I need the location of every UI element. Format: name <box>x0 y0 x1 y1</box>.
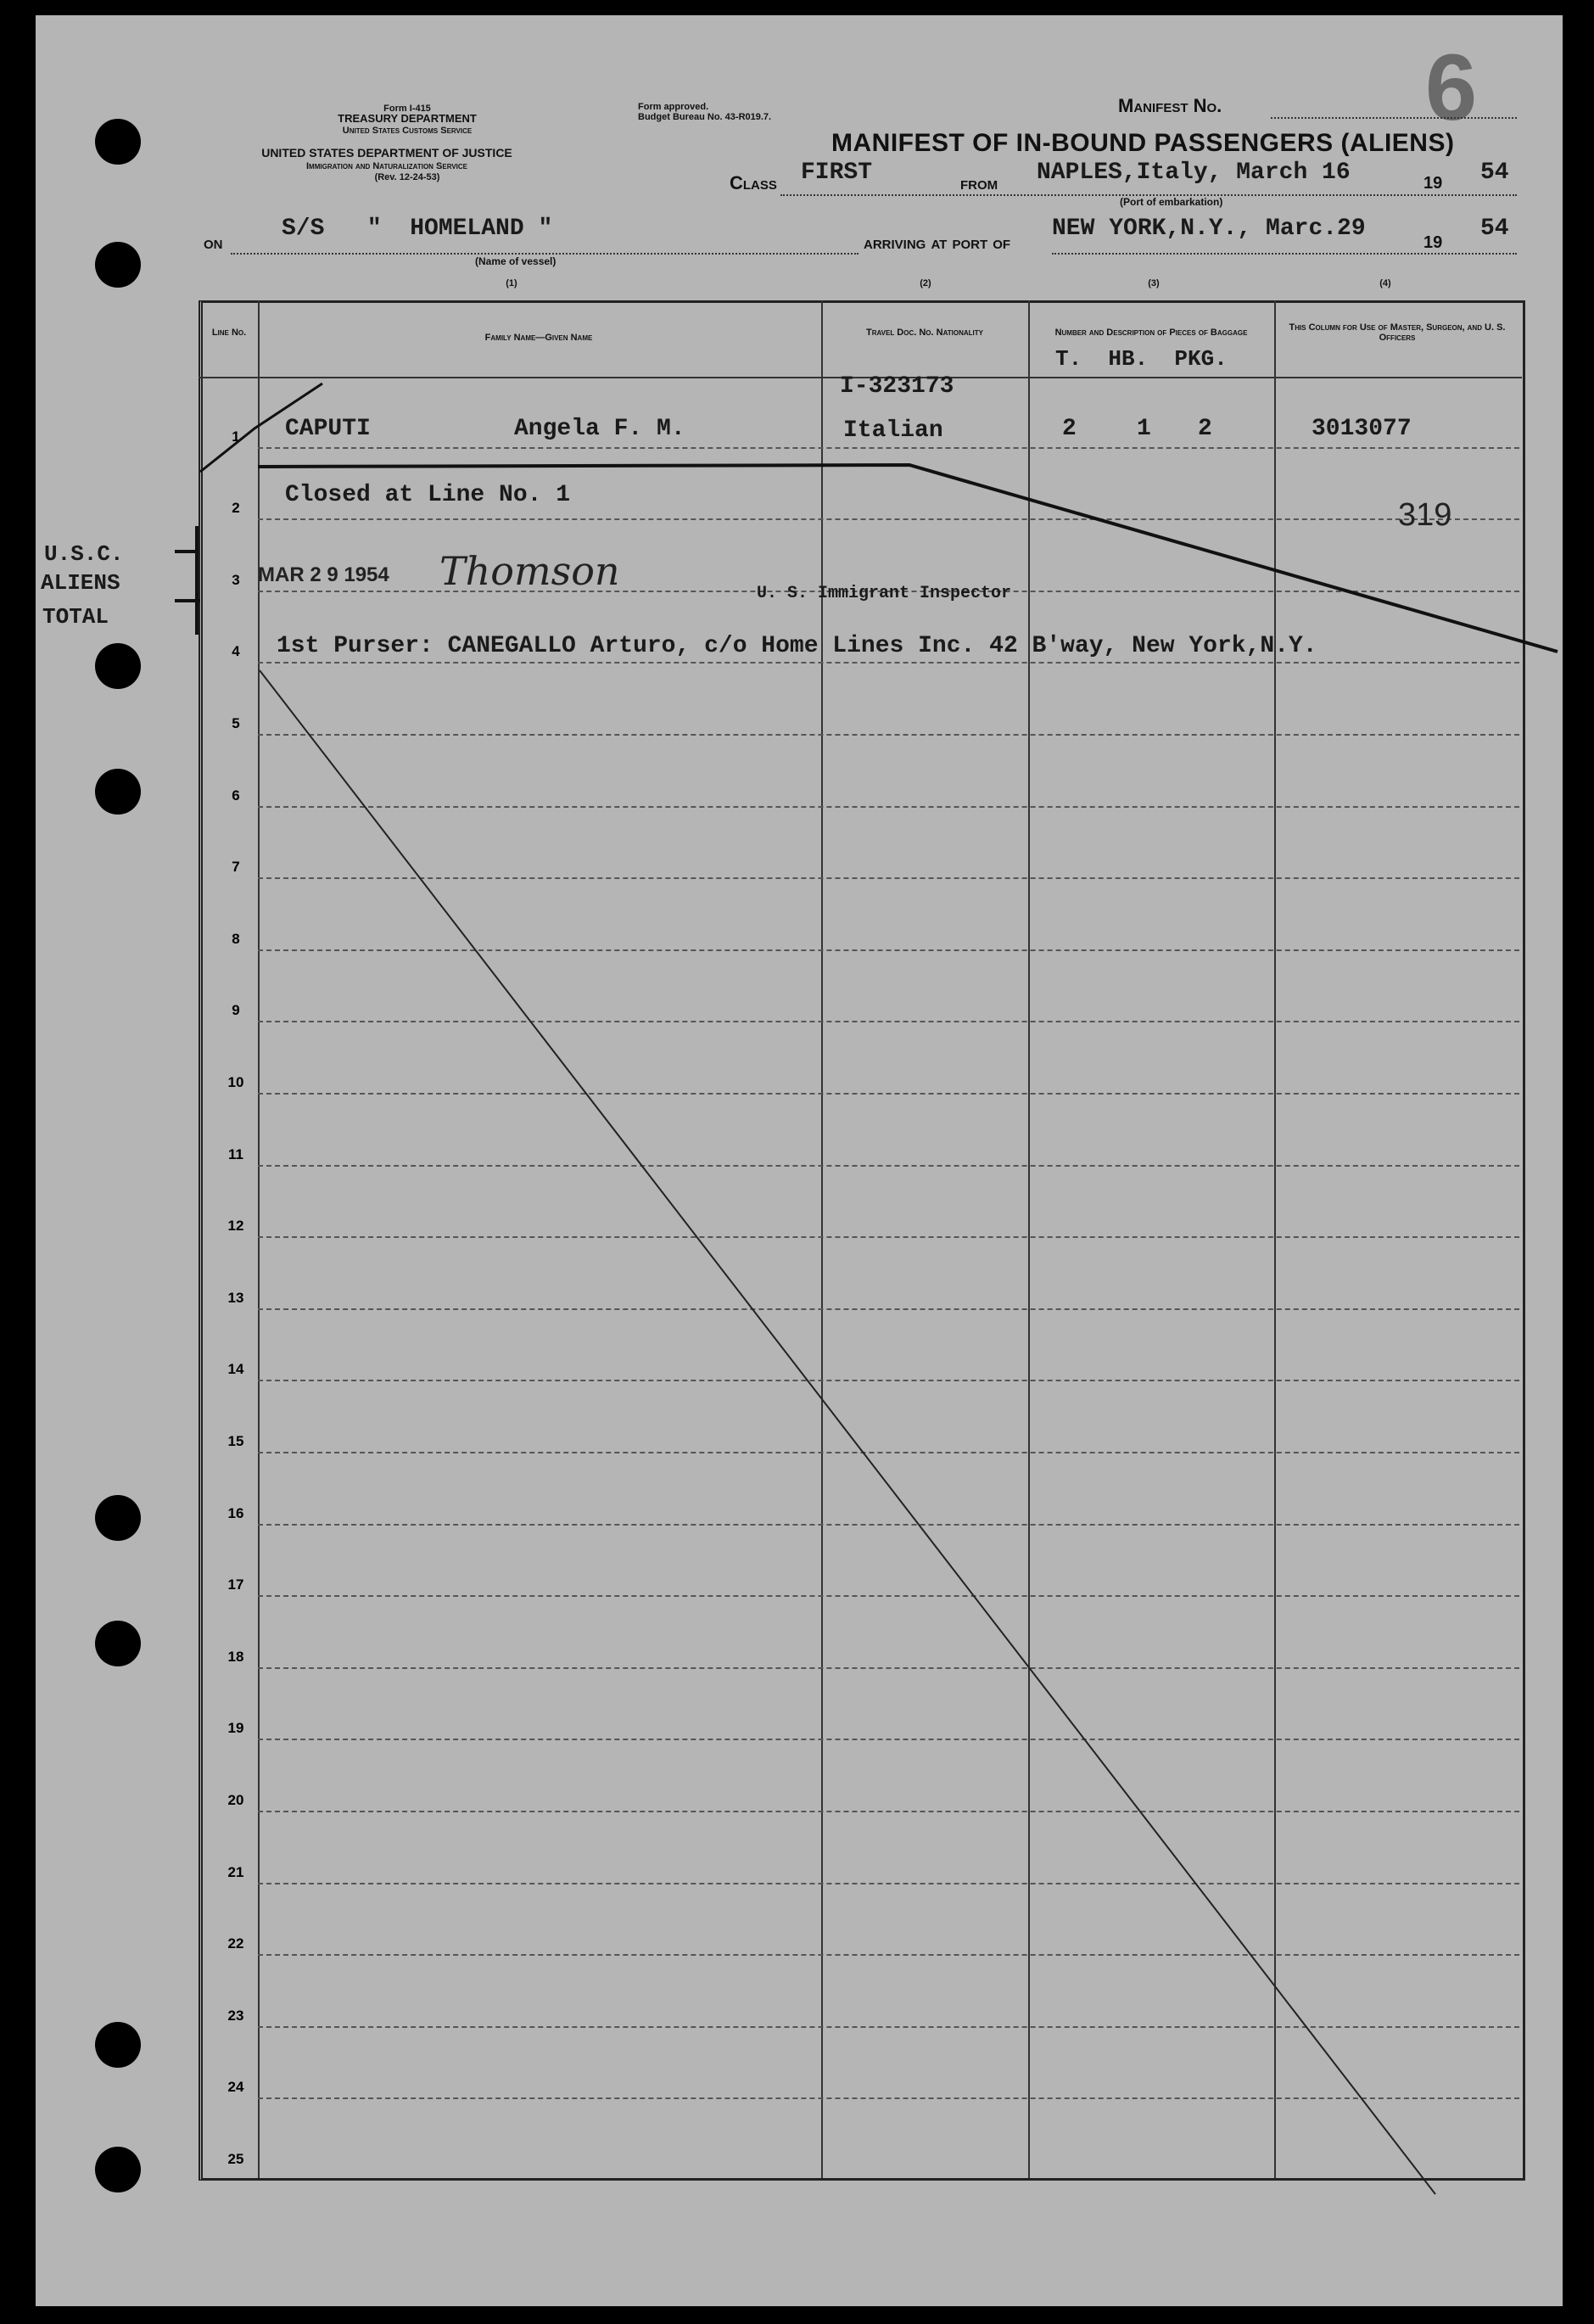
line-number: 2 <box>232 500 240 517</box>
row-rule <box>258 1595 1519 1597</box>
line-number: 16 <box>227 1504 244 1521</box>
col-number-2: (2) <box>920 278 931 288</box>
vessel-value: S/S " HOMELAND " <box>282 216 553 242</box>
form-revision: (Rev. 12-24-53) <box>374 172 440 182</box>
punch-hole <box>95 119 141 165</box>
punch-hole <box>95 1495 141 1541</box>
line-number: 24 <box>227 2079 244 2096</box>
row-rule <box>258 1236 1519 1238</box>
count-319: 319 <box>1398 497 1452 533</box>
row-rule <box>258 949 1519 951</box>
punch-hole <box>95 643 141 689</box>
col-number-1: (1) <box>506 278 517 288</box>
vessel-caption: (Name of vessel) <box>475 255 557 267</box>
line-number: 10 <box>227 1074 244 1090</box>
margin-stamp-aliens: ALIENS <box>41 570 120 596</box>
header-travel-doc: Travel Doc. No. Nationality <box>866 328 983 338</box>
col-number-3: (3) <box>1148 278 1160 288</box>
col-divider-name <box>821 300 823 2178</box>
justice-department: UNITED STATES DEPARTMENT OF JUSTICE <box>261 146 512 160</box>
form-number: Form I-415 <box>383 104 431 114</box>
header-officers: This Column for Use of Master, Surgeon, and U. S. Officers <box>1289 322 1506 343</box>
row-rule <box>258 2097 1519 2099</box>
line-number: 21 <box>227 1863 244 1880</box>
row-rule <box>258 1667 1519 1669</box>
vessel-underline <box>231 253 859 255</box>
budget-bureau: Budget Bureau No. 43-R019.7. <box>638 112 772 122</box>
row-rule <box>258 1811 1519 1812</box>
row-rule <box>258 662 1519 664</box>
row-rule <box>258 2026 1519 2028</box>
entry-officer-number: 3013077 <box>1312 416 1412 442</box>
line-number: 5 <box>232 715 240 731</box>
header-name: Family Name—Given Name <box>484 333 593 343</box>
line-number: 17 <box>227 1576 244 1593</box>
manifest-no-label: Manifest No. <box>1118 95 1222 116</box>
row-rule <box>258 1093 1519 1095</box>
line-number: 20 <box>227 1792 244 1808</box>
manifest-table <box>199 300 1525 2181</box>
arriving-label: arriving at port of <box>864 232 1011 253</box>
row-rule <box>258 1739 1519 1740</box>
arrival-year-prefix: 19 <box>1423 233 1443 252</box>
row-rule <box>258 1452 1519 1453</box>
entry-baggage-pkg: 2 <box>1198 416 1212 442</box>
line-number: 7 <box>232 859 240 876</box>
class-value: FIRST <box>801 160 873 186</box>
entry-baggage-hb: 1 <box>1137 416 1151 442</box>
embark-caption: (Port of embarkation) <box>1120 196 1223 208</box>
entry-family-name: CAPUTI <box>285 416 371 442</box>
class-label: Class <box>730 172 777 193</box>
line-number: 12 <box>227 1218 244 1235</box>
header-baggage-sub: T. HB. PKG. <box>1055 346 1228 372</box>
line-number: 14 <box>227 1361 244 1378</box>
line-number: 15 <box>227 1433 244 1449</box>
line-number: 22 <box>227 1935 244 1952</box>
row-rule <box>258 1021 1519 1022</box>
inspector-signature: Thomson <box>439 548 620 594</box>
row-rule <box>258 447 1519 449</box>
punch-hole <box>95 2147 141 2192</box>
line-number: 3 <box>232 571 240 588</box>
manifest-title: MANIFEST OF IN-BOUND PASSENGERS (ALIENS) <box>831 129 1455 157</box>
punch-hole <box>95 242 141 288</box>
entry-baggage-t: 2 <box>1062 416 1077 442</box>
punch-hole <box>95 1621 141 1666</box>
col-divider-baggage <box>1274 300 1276 2178</box>
header-baggage: Number and Description of Pieces of Baggage <box>1054 328 1248 338</box>
treasury-department: TREASURY DEPARTMENT <box>338 112 477 125</box>
from-year: 54 <box>1480 160 1509 186</box>
entry-doc-no: I-323173 <box>840 373 954 400</box>
closed-at-line-text: Closed at Line No. 1 <box>285 482 571 508</box>
from-label: from <box>960 172 998 193</box>
col-divider-doc <box>1028 300 1030 2178</box>
ins-service: Immigration and Naturalization Service <box>305 161 467 171</box>
form-approved: Form approved. <box>638 102 709 112</box>
margin-stamp-total: TOTAL <box>42 604 109 630</box>
on-label: on <box>204 232 223 253</box>
line-number: 25 <box>227 2151 244 2167</box>
row-rule <box>258 1308 1519 1310</box>
line-number: 13 <box>227 1289 244 1306</box>
row-rule <box>258 1524 1519 1526</box>
line-number: 11 <box>228 1145 243 1162</box>
punch-hole <box>95 2022 141 2068</box>
line-number: 19 <box>227 1720 244 1737</box>
punch-hole <box>95 769 141 815</box>
line-number: 1 <box>232 428 240 445</box>
row-rule <box>258 877 1519 879</box>
line-number: 23 <box>227 2007 244 2024</box>
customs-service: United States Customs Service <box>342 126 473 136</box>
from-year-prefix: 19 <box>1423 174 1443 193</box>
entry-given-name: Angela F. M. <box>514 416 685 442</box>
row-rule <box>258 1165 1519 1167</box>
line-number: 6 <box>232 787 240 804</box>
line-number: 9 <box>232 1002 240 1019</box>
arrival-year: 54 <box>1480 216 1509 242</box>
purser-line: 1st Purser: CANEGALLO Arturo, c/o Home Lines Inc. 42 B'way, New York,N.Y. <box>277 633 1317 659</box>
line-number: 8 <box>232 930 240 947</box>
inspector-label: U. S. Immigrant Inspector <box>757 584 1012 603</box>
row-rule <box>258 518 1519 520</box>
arrival-underline <box>1052 253 1517 255</box>
line-number: 18 <box>227 1648 244 1665</box>
row-rule <box>258 1883 1519 1884</box>
header-line-no: Line No. <box>211 328 247 338</box>
line-number: 4 <box>232 643 240 660</box>
sheet-number-stamp: 6 <box>1425 36 1478 140</box>
manifest-no-underline <box>1271 117 1517 119</box>
inspection-date-stamp: MAR 2 9 1954 <box>258 563 389 586</box>
row-rule <box>258 806 1519 808</box>
from-value: NAPLES,Italy, March 16 <box>1037 160 1351 186</box>
arrival-value: NEW YORK,N.Y., Marc.29 <box>1052 216 1366 242</box>
row-rule <box>258 734 1519 736</box>
col-number-4: (4) <box>1379 278 1391 288</box>
entry-nationality: Italian <box>843 417 943 444</box>
margin-stamp-usc: U.S.C. <box>44 541 124 567</box>
row-rule <box>258 1380 1519 1381</box>
row-rule <box>258 1954 1519 1956</box>
